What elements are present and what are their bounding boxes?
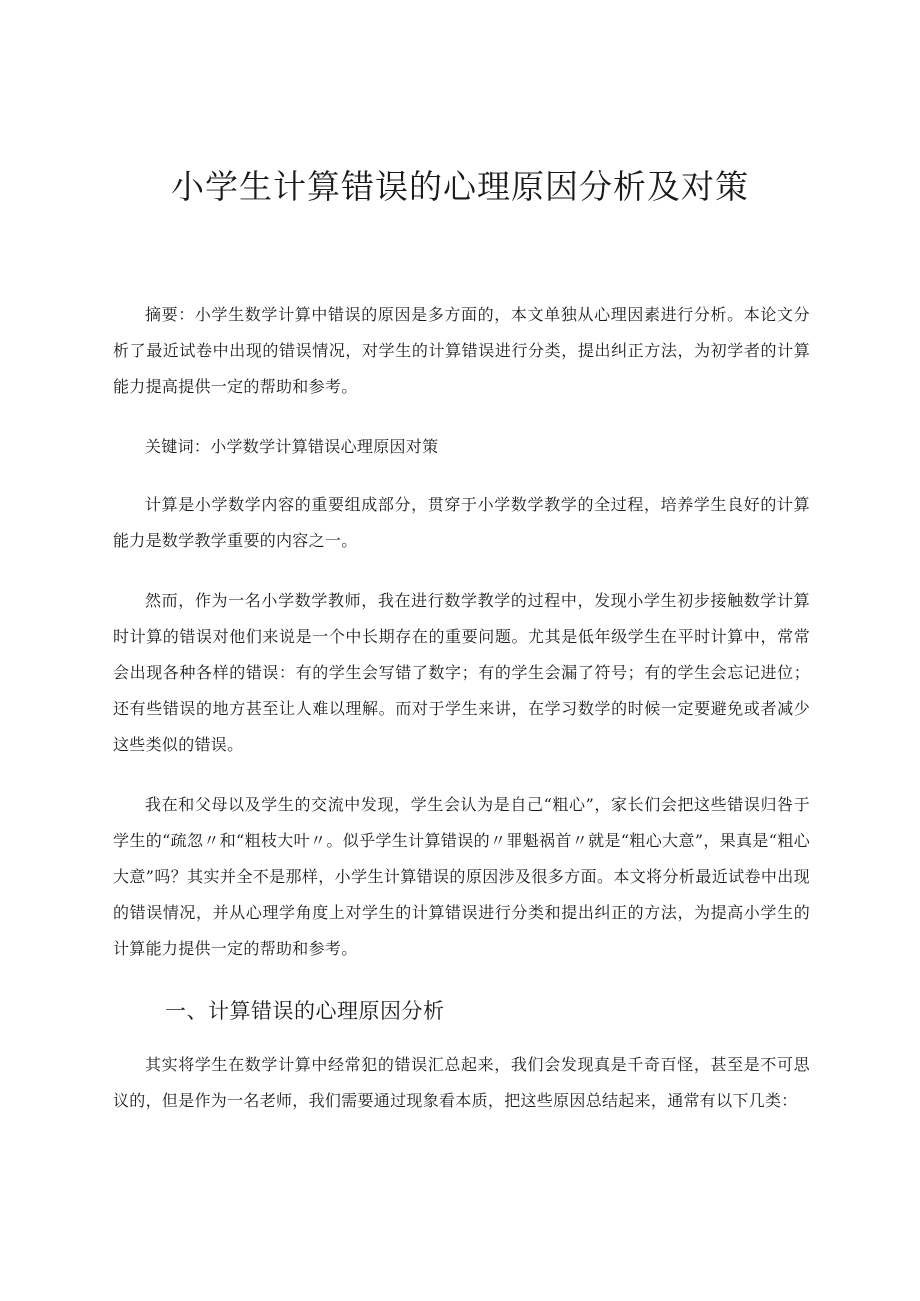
body-paragraph: 我在和父母以及学生的交流中发现，学生会认为是自己“粗心”，家长们会把这些错误归咎于学生的“疏忽〃和“粗枝大叶〃。似乎学生计算错误的〃罪魁祸首〃就是“粗心大意”，果真是“粗心大意”吗？其实并全不是那样，小学生计算错误的原因涉及很多方面。本文将分析最近试卷中出现的错误情况，并从心理学角度上对学生的计算错误进行分类和提出纠正的方法，为提高小学生的计算能力提供一定的帮助和参考。	[113, 795, 810, 958]
section-paragraph: 其实将学生在数学计算中经常犯的错误汇总起来，我们会发现真是千奇百怪，甚至是不可思议的，但是作为一名老师，我们需要通过现象看本质，把这些原因总结起来，通常有以下几类：	[113, 1055, 810, 1110]
document-title: 小学生计算错误的心理原因分析及对策	[171, 167, 749, 206]
body-paragraph: 计算是小学数学内容的重要组成部分，贯穿于小学数学教学的全过程，培养学生良好的计算能力是数学教学重要的内容之一。	[113, 495, 810, 550]
abstract-paragraph: 摘要：小学生数学计算中错误的原因是多方面的，本文单独从心理因素进行分析。本论文分析了最近试卷中出现的错误情况，对学生的计算错误进行分类，提出纠正方法，为初学者的计算能力提高提供一定的帮助和参考。	[113, 305, 810, 396]
keywords-paragraph: 关键词：小学数学计算错误心理原因对策	[145, 437, 439, 456]
body-paragraph: 然而，作为一名小学数学教师，我在进行数学教学的过程中，发现小学生初步接触数学计算时计算的错误对他们来说是一个中长期存在的重要问题。尤其是低年级学生在平时计算中，常常会出现各种各样的错误：有的学生会写错了数字；有的学生会漏了符号；有的学生会忘记进位；还有些错误的地方甚至让人难以理解。而对于学生来讲，在学习数学的时候一定要避免或者减少这些类似的错误。	[113, 591, 810, 754]
section-heading: 一、计算错误的心理原因分析	[165, 999, 445, 1023]
document-body	[113, 297, 810, 1143]
